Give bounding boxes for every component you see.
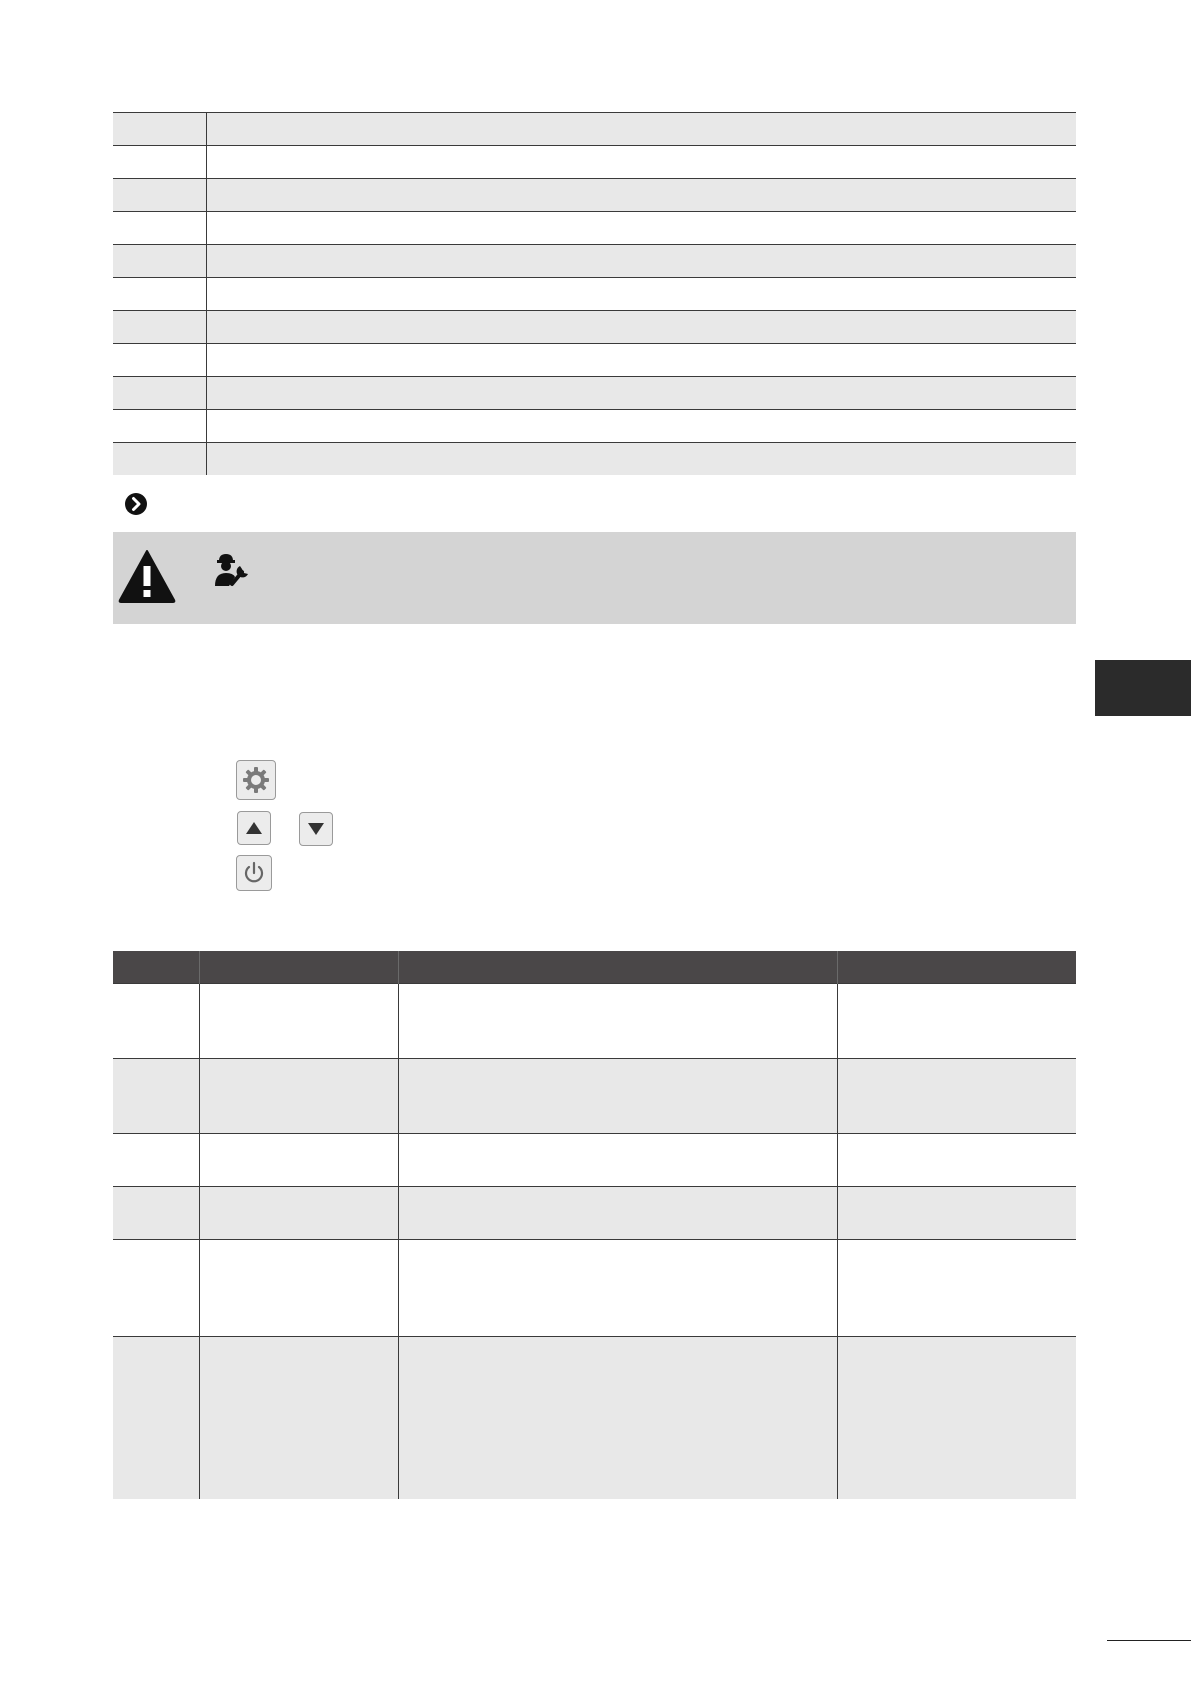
code-cell — [113, 410, 207, 443]
table-row — [113, 278, 1076, 311]
settings-key[interactable] — [236, 760, 276, 800]
down-key[interactable] — [299, 812, 333, 846]
text-cell — [207, 212, 1077, 245]
warning-box — [113, 532, 1076, 624]
power-key[interactable] — [236, 855, 272, 891]
code-cell — [113, 344, 207, 377]
table-cell — [837, 1240, 1076, 1337]
text-cell — [207, 278, 1077, 311]
table-cell — [113, 1059, 199, 1134]
table-cell — [199, 984, 398, 1059]
table-row — [113, 245, 1076, 278]
table-header-row — [113, 951, 1076, 984]
chevron-right-circle-icon — [125, 493, 147, 515]
table-cell — [398, 1059, 837, 1134]
text-cell — [207, 344, 1077, 377]
technician-icon — [213, 552, 251, 588]
table-cell — [398, 984, 837, 1059]
table-cell — [837, 1187, 1076, 1240]
code-table — [113, 112, 1076, 475]
code-cell — [113, 377, 207, 410]
table-row — [113, 410, 1076, 443]
table-row — [113, 984, 1076, 1059]
table-cell — [837, 1134, 1076, 1187]
code-cell — [113, 311, 207, 344]
table-cell — [199, 1059, 398, 1134]
text-cell — [207, 179, 1077, 212]
table-row — [113, 311, 1076, 344]
text-cell — [207, 377, 1077, 410]
up-key[interactable] — [237, 811, 271, 845]
table-row — [113, 146, 1076, 179]
table-cell — [199, 1337, 398, 1499]
code-cell — [113, 278, 207, 311]
table-row — [113, 443, 1076, 476]
table-row — [113, 1337, 1076, 1499]
table-row — [113, 1187, 1076, 1240]
power-icon — [241, 860, 267, 886]
text-cell — [207, 443, 1077, 476]
text-cell — [207, 311, 1077, 344]
table-cell — [398, 1240, 837, 1337]
section-tab — [1095, 660, 1191, 716]
parameter-table — [113, 951, 1076, 1499]
table-row — [113, 1059, 1076, 1134]
text-cell — [207, 410, 1077, 443]
code-cell — [113, 113, 207, 146]
table-row — [113, 113, 1076, 146]
text-cell — [207, 113, 1077, 146]
table-cell — [398, 1134, 837, 1187]
code-cell — [113, 179, 207, 212]
text-cell — [207, 146, 1077, 179]
table-row — [113, 212, 1076, 245]
table-cell — [113, 1134, 199, 1187]
code-cell — [113, 443, 207, 476]
table-cell — [113, 1187, 199, 1240]
column-header — [398, 951, 837, 984]
gear-icon — [241, 765, 271, 795]
column-header — [113, 951, 199, 984]
note-marker — [125, 493, 147, 515]
table-cell — [398, 1187, 837, 1240]
table-cell — [199, 1187, 398, 1240]
table-cell — [113, 984, 199, 1059]
arrow-up-icon — [244, 820, 264, 836]
table-row — [113, 1240, 1076, 1337]
table-cell — [199, 1134, 398, 1187]
table-cell — [837, 1337, 1076, 1499]
table-cell — [113, 1337, 199, 1499]
footer-rule — [1107, 1640, 1191, 1641]
table-cell — [199, 1240, 398, 1337]
table-cell — [398, 1337, 837, 1499]
column-header — [199, 951, 398, 984]
table-cell — [837, 1059, 1076, 1134]
table-row — [113, 179, 1076, 212]
table-cell — [113, 1240, 199, 1337]
warning-triangle-icon — [117, 548, 177, 604]
table-row — [113, 377, 1076, 410]
code-cell — [113, 146, 207, 179]
column-header — [837, 951, 1076, 984]
table-cell — [837, 984, 1076, 1059]
arrow-down-icon — [306, 821, 326, 837]
code-cell — [113, 212, 207, 245]
code-cell — [113, 245, 207, 278]
table-row — [113, 1134, 1076, 1187]
text-cell — [207, 245, 1077, 278]
table-row — [113, 344, 1076, 377]
